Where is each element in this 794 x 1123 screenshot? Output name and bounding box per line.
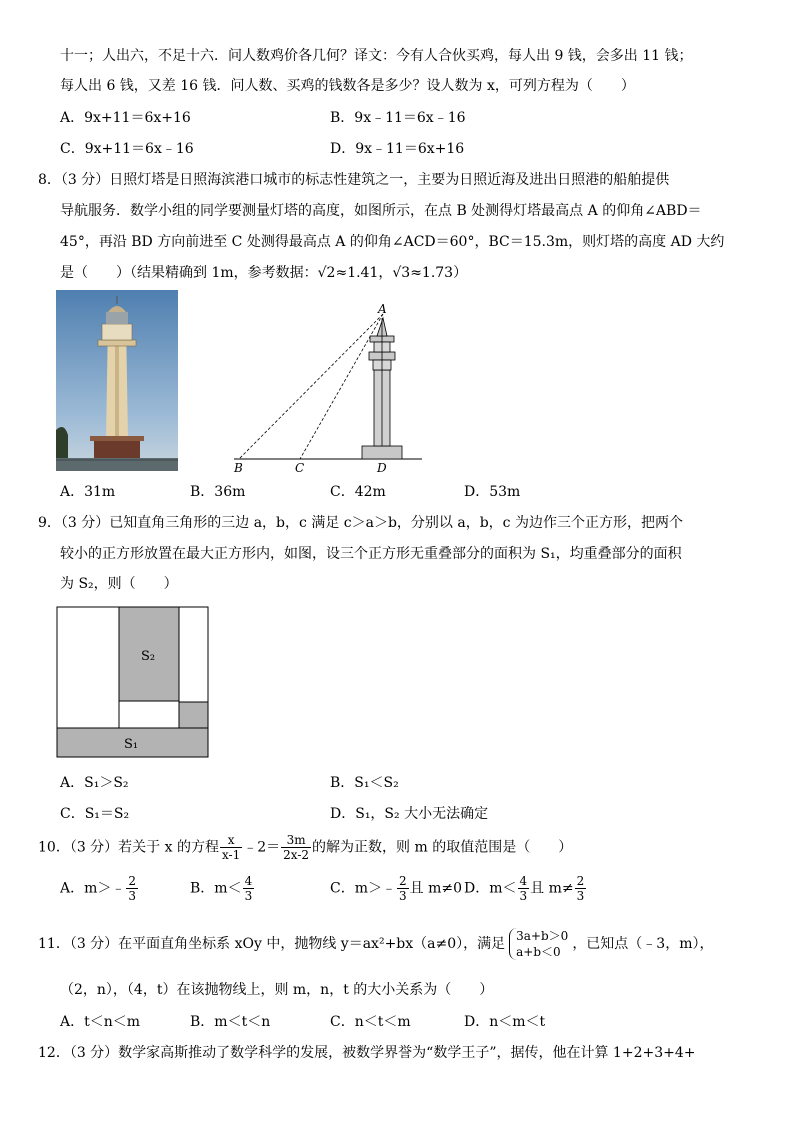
q10-middle: ﹣2＝ — [243, 839, 281, 856]
q12-line1: 12．（3 分）数学家高斯推动了数学科学的发展，被数学界誉为“数学王子”，据传，他在计算 1+2+3+4+ — [38, 1045, 696, 1061]
q10-fraction-2 — [281, 833, 311, 862]
q11-option-d[interactable]: D．n＜m＜t — [464, 1014, 546, 1030]
q10-opt-b-text: B．m＜ — [190, 880, 242, 897]
q8-option-b[interactable]: B．36m — [190, 484, 246, 500]
q9-line3: 为 S₂，则（ ） — [60, 576, 178, 592]
q10-stem — [38, 833, 572, 862]
frac-num: 2 — [399, 874, 407, 888]
q10-opt-d-frac2 — [575, 874, 587, 903]
lighthouse-photo — [56, 290, 178, 471]
q10-opt-c-text: C．m＞﹣ — [330, 880, 396, 897]
frac-den: 3 — [399, 889, 407, 903]
q8-option-d[interactable]: D．53m — [464, 484, 521, 500]
q7-option-a[interactable]: A．9x+11＝6x+16 — [60, 110, 191, 126]
q10-opt-a-frac — [126, 874, 138, 903]
q8-line4: 是（ ）（结果精确到 1m，参考数据：√2≈1.41，√3≈1.73） — [60, 265, 468, 281]
frac-den: 3 — [128, 889, 137, 903]
q11-option-c[interactable]: C．n＜t＜m — [330, 1014, 411, 1030]
q10-option-b[interactable] — [190, 874, 255, 903]
q11-suffix: ，已知点（﹣3，m）， — [572, 936, 714, 952]
q9-option-a[interactable]: A．S₁＞S₂ — [60, 775, 129, 791]
frac-num: 4 — [519, 874, 528, 888]
q10-suffix: 的解为正数，则 m 的取值范围是（ ） — [312, 839, 573, 856]
squares-diagram — [56, 606, 210, 759]
q10-frac1-num: x — [220, 833, 242, 848]
q10-frac2-num: 3m — [281, 833, 311, 848]
frac-num: 4 — [244, 874, 253, 888]
q9-line2: 较小的正方形放置在最大正方形内，如图，设三个正方形无重叠部分的面积为 S₁，均重叠部分的面积 — [60, 546, 682, 562]
q10-fraction-1 — [220, 833, 242, 862]
point-a-label: A — [378, 302, 387, 316]
lighthouse-angle-diagram — [226, 300, 426, 475]
q7-line2: 每人出 6 钱，又差 16 钱．问人数、买鸡的钱数各是多少？设人数为 x，可列方程为（ ） — [60, 78, 635, 94]
q10-opt-d-frac — [518, 874, 530, 903]
q9-option-d[interactable]: D．S₁，S₂ 大小无法确定 — [330, 806, 489, 822]
frac-num: 2 — [576, 874, 585, 888]
q10-opt-d-cond: 且 m≠ — [530, 880, 574, 897]
point-d-label: D — [377, 461, 387, 475]
frac-den: 3 — [244, 889, 253, 903]
q11-condition-system — [509, 928, 568, 960]
q10-opt-d-text: D．m＜ — [464, 880, 517, 897]
q11-condition-top: 3a+b＞0 — [516, 929, 569, 943]
q8-option-a[interactable]: A．31m — [60, 484, 116, 500]
q10-frac1-den: x-1 — [221, 848, 241, 862]
q11-line2: （2，n），（4，t）在该抛物线上，则 m，n，t 的大小关系为（ ） — [60, 982, 494, 998]
s2-label: S₂ — [141, 649, 156, 664]
q10-opt-c-cond: 且 m≠0 — [409, 880, 463, 897]
q7-option-b[interactable]: B．9x﹣11＝6x﹣16 — [330, 110, 466, 126]
q10-opt-a-text: A．m＞﹣ — [60, 880, 126, 897]
q9-option-c[interactable]: C．S₁＝S₂ — [60, 806, 130, 822]
q11-option-a[interactable]: A．t＜n＜m — [60, 1014, 141, 1030]
q8-line1: 8．（3 分）日照灯塔是日照海滨港口城市的标志性建筑之一，主要为日照近海及进出日照港的船舶提供 — [38, 172, 670, 188]
point-c-label: C — [295, 461, 305, 475]
q10-opt-b-frac — [243, 874, 255, 903]
q8-line3: 45°，再沿 BD 方向前进至 C 处测得最高点 A 的仰角∠ACD＝60°，BC＝15.3m，则灯塔的高度 AD 大约 — [60, 234, 725, 250]
q7-line1: 十一；人出六，不足十六．问人数鸡价各几何？译文：今有人合伙买鸡，每人出 9 钱，会多出 11 钱； — [60, 48, 693, 64]
frac-den: 3 — [519, 889, 528, 903]
q10-opt-c-frac — [397, 874, 409, 903]
frac-num: 2 — [128, 874, 137, 888]
q7-option-d[interactable]: D．9x﹣11＝6x+16 — [330, 141, 465, 157]
q11-option-b[interactable]: B．m＜t＜n — [190, 1014, 271, 1030]
q10-option-a[interactable] — [60, 874, 139, 903]
q10-prefix: 10．（3 分）若关于 x 的方程 — [38, 839, 219, 856]
point-b-label: B — [234, 461, 243, 475]
q11-stem — [38, 926, 714, 962]
q9-option-b[interactable]: B．S₁＜S₂ — [330, 775, 399, 791]
q8-line2: 导航服务．数学小组的同学要测量灯塔的高度，如图所示，在点 B 处测得灯塔最高点 A 的仰角∠ABD＝ — [60, 203, 702, 219]
q11-condition-bottom: a+b＜0 — [516, 945, 561, 959]
frac-den: 3 — [576, 889, 585, 903]
q9-line1: 9．（3 分）已知直角三角形的三边 a，b，c 满足 c＞a＞b，分别以 a，b，c 为边作三个正方形，把两个 — [38, 515, 683, 531]
q10-frac2-den: 2x-2 — [283, 848, 310, 862]
q10-option-d[interactable] — [464, 874, 587, 903]
q11-prefix: 11．（3 分）在平面直角坐标系 xOy 中，抛物线 y＝ax²+bx（a≠0），满足 — [38, 936, 506, 952]
q8-option-c[interactable]: C．42m — [330, 484, 386, 500]
s1-label: S₁ — [124, 737, 139, 752]
q7-option-c[interactable]: C．9x+11＝6x﹣16 — [60, 141, 194, 157]
q10-option-c[interactable] — [330, 874, 462, 903]
